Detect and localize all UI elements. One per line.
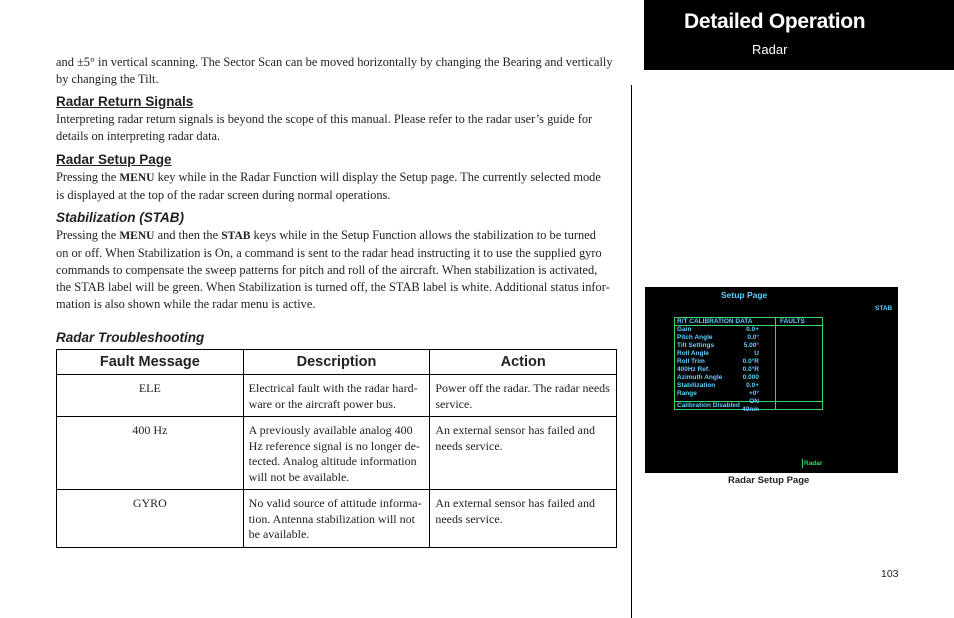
heading-radar-setup-page: Radar Setup Page xyxy=(56,152,172,167)
figure-caption: Radar Setup Page xyxy=(728,475,810,486)
column-header: Action xyxy=(430,350,617,375)
menu-key-label: MENU xyxy=(119,230,155,242)
column-header: Description xyxy=(243,350,430,375)
calibration-values: 0.0+ 0.0° 5.00° U 0.0°R 0.0°R 0.000 0.0+ +0° ON 40nm xyxy=(742,326,759,413)
column-header: Fault Message xyxy=(57,350,244,375)
table-row xyxy=(57,417,617,490)
heading-radar-return-signals: Radar Return Signals xyxy=(56,94,194,109)
description-cell: No valid source of attitude informa-tion. Antenna stabilization will not be available. xyxy=(243,490,430,548)
screen-title: Setup Page xyxy=(721,290,768,300)
fault-cell: 400 Hz xyxy=(57,417,244,490)
action-cell: An external sensor has failed and needs service. xyxy=(430,490,617,548)
description-cell: Electrical fault with the radar hard-ware or the aircraft power bus. xyxy=(243,375,430,417)
menu-key-label: MENU xyxy=(119,172,155,184)
stabilization-paragraph: Pressing the MENU and then the STAB keys while in the Setup Function allows the stabilization to be turned on or off. When Stabilization is On, a command is sent to the radar head instructing it to use the supplied gyro commands to compensate the sweep patterns for pitch and roll of the aircraft. When stabilization is activated, the STAB label will be green. When Stabilization is turned off, the STAB label is white. Additional status infor- mation is also shown while the radar menu is active. xyxy=(56,228,610,311)
heading-radar-troubleshooting: Radar Troubleshooting xyxy=(56,330,205,345)
calibration-labels: Gain Pitch Angle Tilt Settings Roll Angle Roll Trim 400Hz Ref. Azimuth Angle Stabilization Range xyxy=(677,326,723,397)
column-divider xyxy=(631,85,632,618)
table-row xyxy=(57,375,617,417)
calibration-footer: Calibration Disabled xyxy=(677,402,740,409)
section-subtitle: Radar xyxy=(752,42,788,57)
screen-stab-label: STAB xyxy=(875,305,893,312)
section-header xyxy=(644,0,954,70)
softkey-bracket xyxy=(802,459,803,468)
radar-softkey: Radar xyxy=(804,460,823,467)
page-number: 103 xyxy=(881,568,899,580)
table-row xyxy=(57,490,617,548)
return-signals-paragraph: Interpreting radar return signals is beyond the scope of this manual. Please refer to the radar user’s guide for details on interpreting radar data. xyxy=(56,112,593,143)
radar-setup-screenshot xyxy=(645,287,898,473)
stab-key-label: STAB xyxy=(221,230,251,242)
action-cell: Power off the radar. The radar needs service. xyxy=(430,375,617,417)
description-cell: A previously available analog 400 Hz reference signal is no longer de-tected. Analog altitude information will not be available. xyxy=(243,417,430,490)
fault-table xyxy=(56,349,617,548)
faults-header: FAULTS xyxy=(780,318,805,325)
calibration-header: R/T CALIBRATION DATA xyxy=(677,318,753,325)
fault-cell: GYRO xyxy=(57,490,244,548)
setup-page-paragraph: Pressing the MENU key while in the Radar Function will display the Setup page. The currently selected mode is displayed at the top of the radar screen during normal operations. xyxy=(56,170,601,202)
fault-cell: ELE xyxy=(57,375,244,417)
table-header-row xyxy=(57,350,617,375)
section-title: Detailed Operation xyxy=(684,10,866,33)
action-cell: An external sensor has failed and needs service. xyxy=(430,417,617,490)
heading-stabilization: Stabilization (STAB) xyxy=(56,210,184,225)
intro-paragraph: and ±5° in vertical scanning. The Sector Scan can be moved horizontally by changing the Bearing and vertically by changing the Tilt. xyxy=(56,55,613,86)
divider xyxy=(775,317,776,410)
